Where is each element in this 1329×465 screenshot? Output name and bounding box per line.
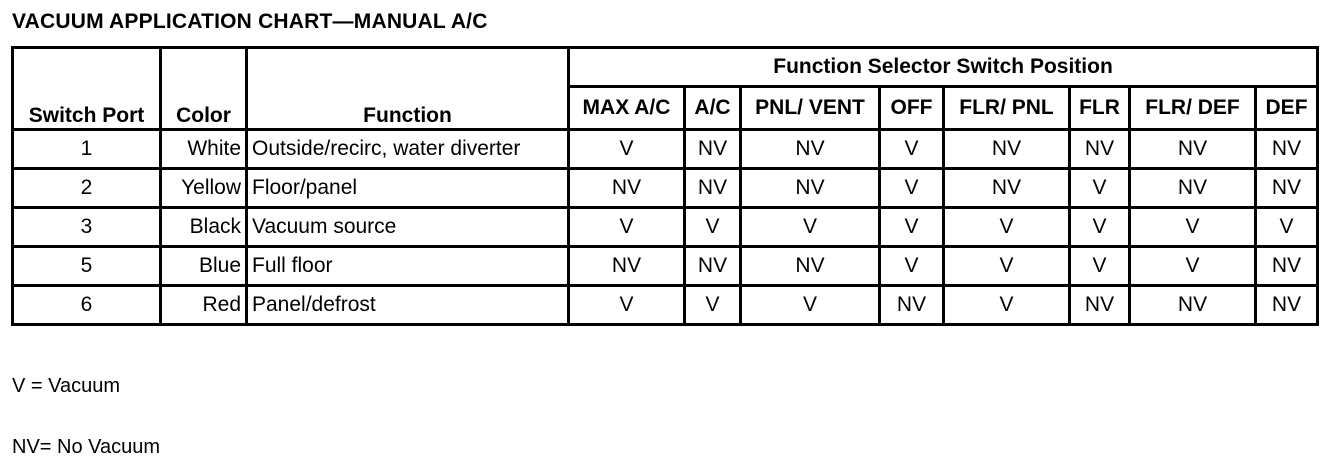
cell-value: NV xyxy=(741,169,880,208)
cell-value: NV xyxy=(1256,169,1318,208)
cell-value: V xyxy=(569,130,685,169)
header-position-flr-def: FLR/ DEF xyxy=(1130,87,1256,130)
cell-value: NV xyxy=(1130,169,1256,208)
cell-value: NV xyxy=(685,169,741,208)
cell-value: V xyxy=(685,286,741,325)
legend-no-vacuum: NV= No Vacuum xyxy=(12,436,161,458)
vacuum-application-table xyxy=(11,46,1319,326)
header-position-flr: FLR xyxy=(1070,87,1130,130)
chart-title: VACUUM APPLICATION CHART—MANUAL A/C xyxy=(12,10,488,33)
cell-value: V xyxy=(569,286,685,325)
header-function: Function xyxy=(247,48,569,130)
cell-color: Yellow xyxy=(161,169,247,208)
header-position-off: OFF xyxy=(880,87,944,130)
cell-value: V xyxy=(944,208,1070,247)
cell-value: V xyxy=(1130,208,1256,247)
cell-value: NV xyxy=(1256,247,1318,286)
cell-switch-port: 3 xyxy=(13,208,161,247)
cell-value: NV xyxy=(741,247,880,286)
cell-function: Full floor xyxy=(247,247,569,286)
cell-value: V xyxy=(880,247,944,286)
cell-value: NV xyxy=(880,286,944,325)
cell-value: V xyxy=(1256,208,1318,247)
cell-value: V xyxy=(685,208,741,247)
cell-color: Black xyxy=(161,208,247,247)
cell-color: White xyxy=(161,130,247,169)
cell-switch-port: 1 xyxy=(13,130,161,169)
cell-value: V xyxy=(1070,208,1130,247)
header-position-pnl-vent: PNL/ VENT xyxy=(741,87,880,130)
cell-function: Vacuum source xyxy=(247,208,569,247)
cell-function: Outside/recirc, water diverter xyxy=(247,130,569,169)
cell-value: NV xyxy=(569,247,685,286)
cell-color: Blue xyxy=(161,247,247,286)
cell-switch-port: 2 xyxy=(13,169,161,208)
cell-switch-port: 5 xyxy=(13,247,161,286)
header-position-ac: A/C xyxy=(685,87,741,130)
header-switch-port: Switch Port xyxy=(13,48,161,130)
cell-value: V xyxy=(880,169,944,208)
table-row xyxy=(13,247,1318,286)
cell-value: NV xyxy=(1070,286,1130,325)
cell-switch-port: 6 xyxy=(13,286,161,325)
cell-value: NV xyxy=(944,130,1070,169)
cell-value: NV xyxy=(569,169,685,208)
cell-value: NV xyxy=(741,130,880,169)
cell-function: Floor/panel xyxy=(247,169,569,208)
table-row xyxy=(13,208,1318,247)
cell-value: NV xyxy=(685,130,741,169)
cell-value: NV xyxy=(1256,130,1318,169)
cell-value: NV xyxy=(1256,286,1318,325)
cell-value: V xyxy=(880,208,944,247)
cell-value: NV xyxy=(1130,130,1256,169)
header-group-row xyxy=(13,48,1318,87)
cell-value: NV xyxy=(1130,286,1256,325)
cell-value: NV xyxy=(1070,130,1130,169)
cell-color: Red xyxy=(161,286,247,325)
header-position-flr-pnl: FLR/ PNL xyxy=(944,87,1070,130)
cell-value: V xyxy=(944,286,1070,325)
table-row xyxy=(13,169,1318,208)
header-position-def: DEF xyxy=(1256,87,1318,130)
header-position-max-ac: MAX A/C xyxy=(569,87,685,130)
cell-value: V xyxy=(880,130,944,169)
cell-function: Panel/defrost xyxy=(247,286,569,325)
cell-value: V xyxy=(944,247,1070,286)
cell-value: V xyxy=(1070,247,1130,286)
header-function-selector-switch-position: Function Selector Switch Position xyxy=(569,48,1318,87)
cell-value: V xyxy=(569,208,685,247)
header-color: Color xyxy=(161,48,247,130)
cell-value: NV xyxy=(944,169,1070,208)
cell-value: V xyxy=(741,286,880,325)
legend-vacuum: V = Vacuum xyxy=(12,375,121,397)
cell-value: NV xyxy=(685,247,741,286)
table-row xyxy=(13,130,1318,169)
cell-value: V xyxy=(1130,247,1256,286)
cell-value: V xyxy=(1070,169,1130,208)
cell-value: V xyxy=(741,208,880,247)
table-row xyxy=(13,286,1318,325)
